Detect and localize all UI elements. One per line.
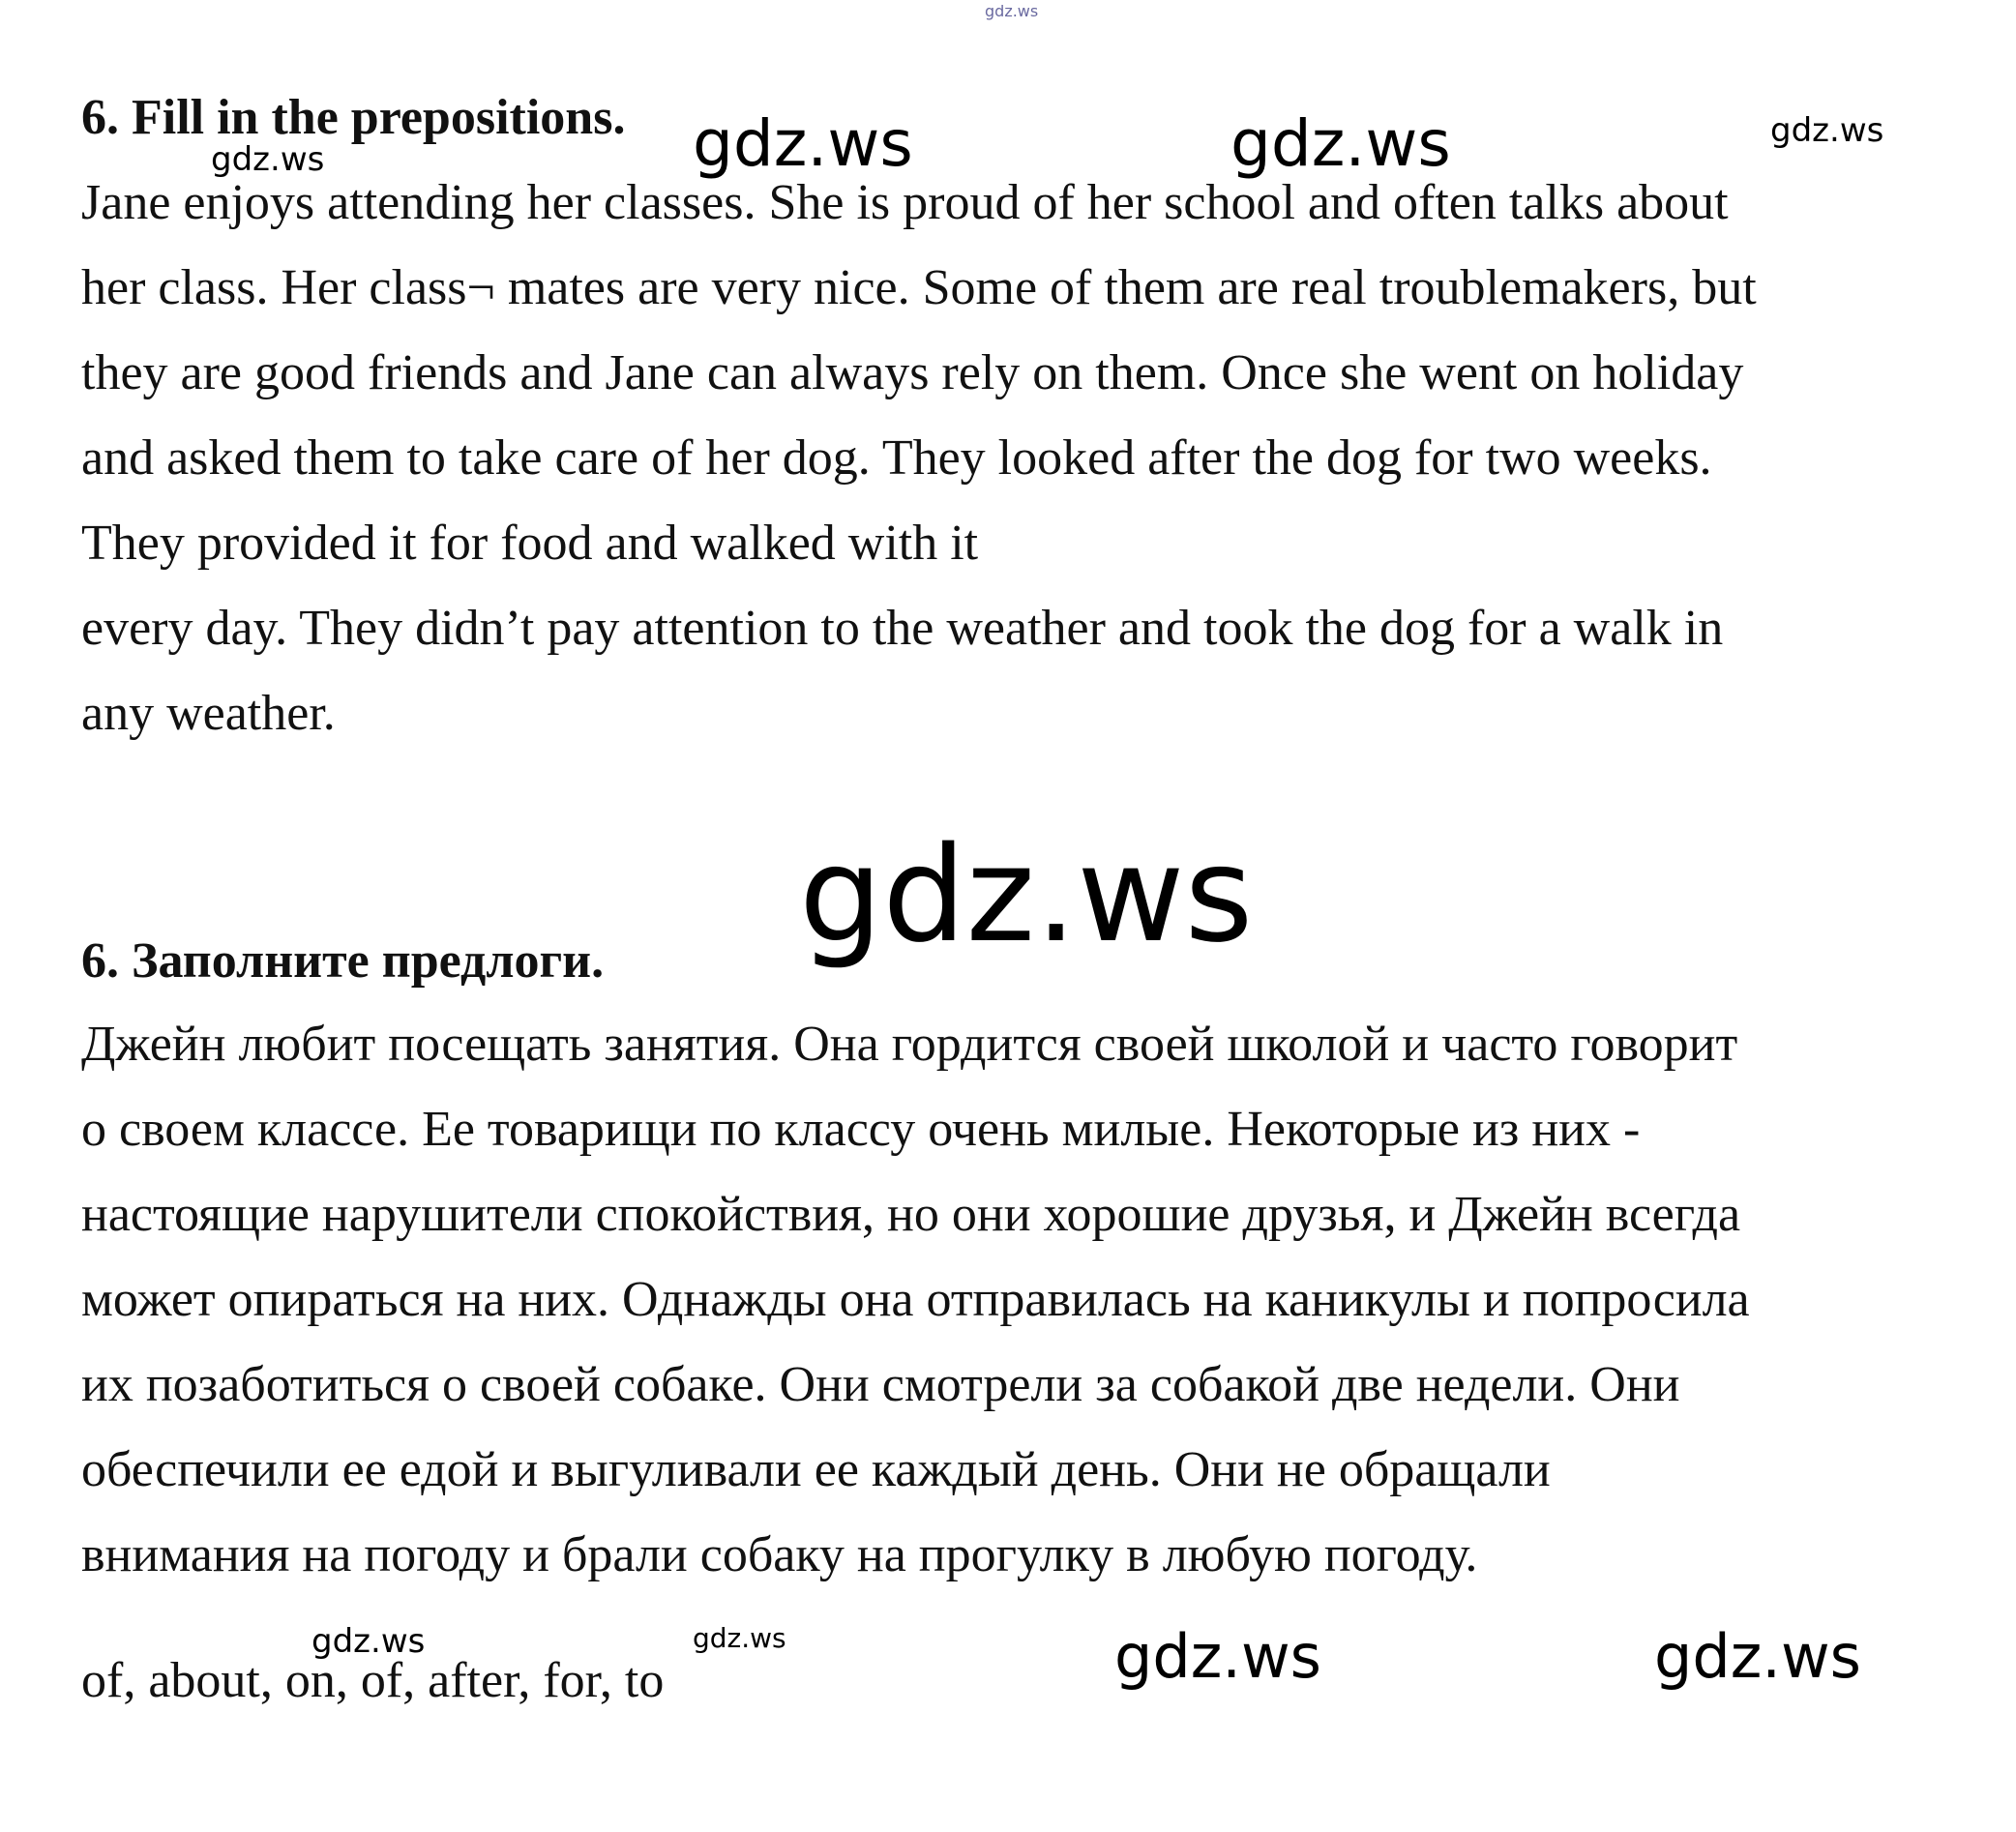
exercise-text-russian <box>81 1002 1977 1598</box>
text-line: they are good friends and Jane can always rely on them. Once she went on holiday <box>81 345 1744 400</box>
text-line: They provided it for food and walked with it <box>81 516 979 571</box>
watermark-8: gdz.ws <box>1654 1621 1861 1692</box>
watermark-1: gdz.ws <box>211 140 325 179</box>
exercise-text-english <box>81 161 1977 756</box>
watermark-7: gdz.ws <box>1114 1621 1321 1692</box>
text-line: настоящие нарушители спокойствия, но они хорошие друзья, и Джейн всегда <box>81 1187 1741 1242</box>
text-line: Jane enjoys attending her classes. She is proud of her school and often talks about <box>81 175 1729 230</box>
text-line: her class. Her class¬ mates are very nice. Some of them are real troublemakers, but <box>81 260 1757 315</box>
text-line: and asked them to take care of her dog. They looked after the dog for two weeks. <box>81 430 1712 486</box>
watermark-2: gdz.ws <box>693 106 913 181</box>
watermark-6: gdz.ws <box>693 1622 786 1654</box>
text-line: Джейн любит посещать занятия. Она гордится своей школой и часто говорит <box>81 1017 1738 1072</box>
text-line: может опираться на них. Однажды она отправилась на каникулы и попросила <box>81 1272 1750 1327</box>
watermark-3: gdz.ws <box>1230 106 1451 181</box>
watermark-top: gdz.ws <box>985 2 1039 20</box>
watermark-large: gdz.ws <box>799 819 1254 972</box>
text-line: any weather. <box>81 686 336 741</box>
answer-prepositions: of, about, on, of, after, for, to <box>81 1653 665 1708</box>
text-line: внимания на погоду и брали собаку на прогулку в любую погоду. <box>81 1527 1478 1582</box>
text-line: обеспечили ее едой и выгуливали ее каждый день. Они не обращали <box>81 1442 1551 1497</box>
exercise-heading-russian: 6. Заполните предлоги. <box>81 933 605 989</box>
watermark-4: gdz.ws <box>1770 111 1884 150</box>
watermark-5: gdz.ws <box>311 1622 426 1661</box>
text-line: every day. They didn’t pay attention to the weather and took the dog for a walk in <box>81 601 1724 656</box>
text-line: их позаботиться о своей собаке. Они смотрели за собакой две недели. Они <box>81 1357 1680 1412</box>
text-line: о своем классе. Ее товарищи по классу очень милые. Некоторые из них - <box>81 1102 1641 1157</box>
exercise-heading-english: 6. Fill in the prepositions. <box>81 90 626 145</box>
